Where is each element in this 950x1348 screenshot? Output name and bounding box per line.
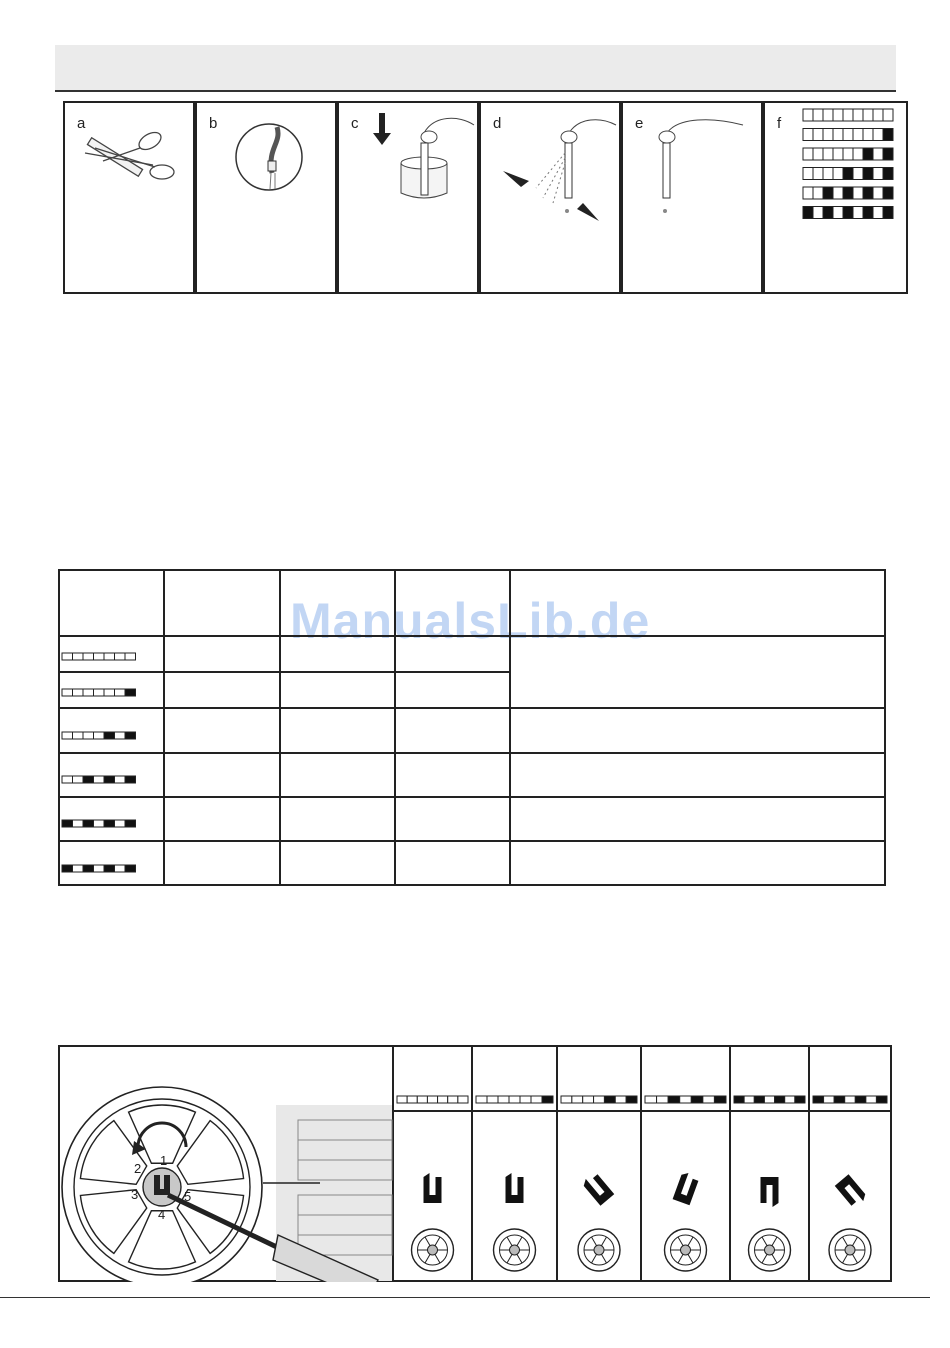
softener-dial-diagram [58, 1045, 892, 1282]
watermark: ManualsLib.de [290, 593, 651, 649]
result-strip-0 [803, 109, 893, 121]
result-strip-3 [803, 168, 893, 180]
result-strip-2 [803, 148, 893, 160]
header-bar [55, 45, 896, 92]
running-tap-water-icon [197, 103, 335, 292]
hardness-table-grid [58, 569, 886, 886]
footer-line [0, 1297, 930, 1298]
result-strip-4 [803, 187, 893, 199]
panel-letter: c [351, 115, 359, 132]
hardness-table [58, 569, 886, 886]
panel-c [337, 101, 479, 294]
dial-number-1: 1 [160, 1153, 168, 1168]
dial-number-4: 4 [158, 1207, 166, 1222]
setting-strip-2 [561, 1096, 637, 1103]
panel-d [479, 101, 621, 294]
softener-dial-icon [749, 1229, 791, 1271]
panel-f [763, 101, 908, 294]
softener-position-icon [835, 1174, 868, 1209]
softener-setting-section [58, 1045, 892, 1282]
softener-position-icon [581, 1171, 614, 1206]
test-strip-results-icon [765, 103, 906, 292]
setting-strip-3 [645, 1096, 726, 1103]
panel-letter: a [77, 115, 86, 132]
table-strip-5 [62, 865, 136, 872]
softener-dial-icon [829, 1229, 871, 1271]
softener-position-icon [673, 1171, 700, 1205]
test-strip-steps [63, 101, 906, 294]
result-strip-5 [803, 207, 893, 219]
dial-number-5: 5 [184, 1189, 192, 1204]
panel-letter: b [209, 115, 218, 132]
strip-dripping-icon [623, 103, 761, 292]
table-strip-2 [62, 732, 136, 739]
softener-position-icon [424, 1173, 442, 1203]
dip-strip-in-water-icon [339, 103, 477, 292]
table-strip-3 [62, 776, 136, 783]
setting-strip-5 [813, 1096, 887, 1103]
table-strip-1 [62, 689, 136, 696]
panel-a [63, 101, 195, 294]
softener-position-icon [506, 1173, 524, 1203]
table-strip-4 [62, 820, 136, 827]
setting-strip-0 [397, 1096, 468, 1103]
dial-number-3: 3 [131, 1187, 139, 1202]
panel-letter: d [493, 115, 502, 132]
scissors-cutting-strip-icon [65, 103, 193, 292]
dial-number-2: 2 [134, 1161, 142, 1176]
softener-dial-icon [665, 1229, 707, 1271]
table-strip-0 [62, 653, 136, 660]
panel-b [195, 101, 337, 294]
setting-strip-1 [476, 1096, 553, 1103]
softener-dial-icon [412, 1229, 454, 1271]
shake-strip-icon [481, 103, 619, 292]
panel-letter: f [777, 115, 782, 132]
softener-position-icon [761, 1177, 779, 1207]
softener-dial-icon [578, 1229, 620, 1271]
panel-e [621, 101, 763, 294]
panel-letter: e [635, 115, 644, 132]
softener-dial-icon [494, 1229, 536, 1271]
result-strip-1 [803, 129, 893, 141]
setting-strip-4 [734, 1096, 805, 1103]
